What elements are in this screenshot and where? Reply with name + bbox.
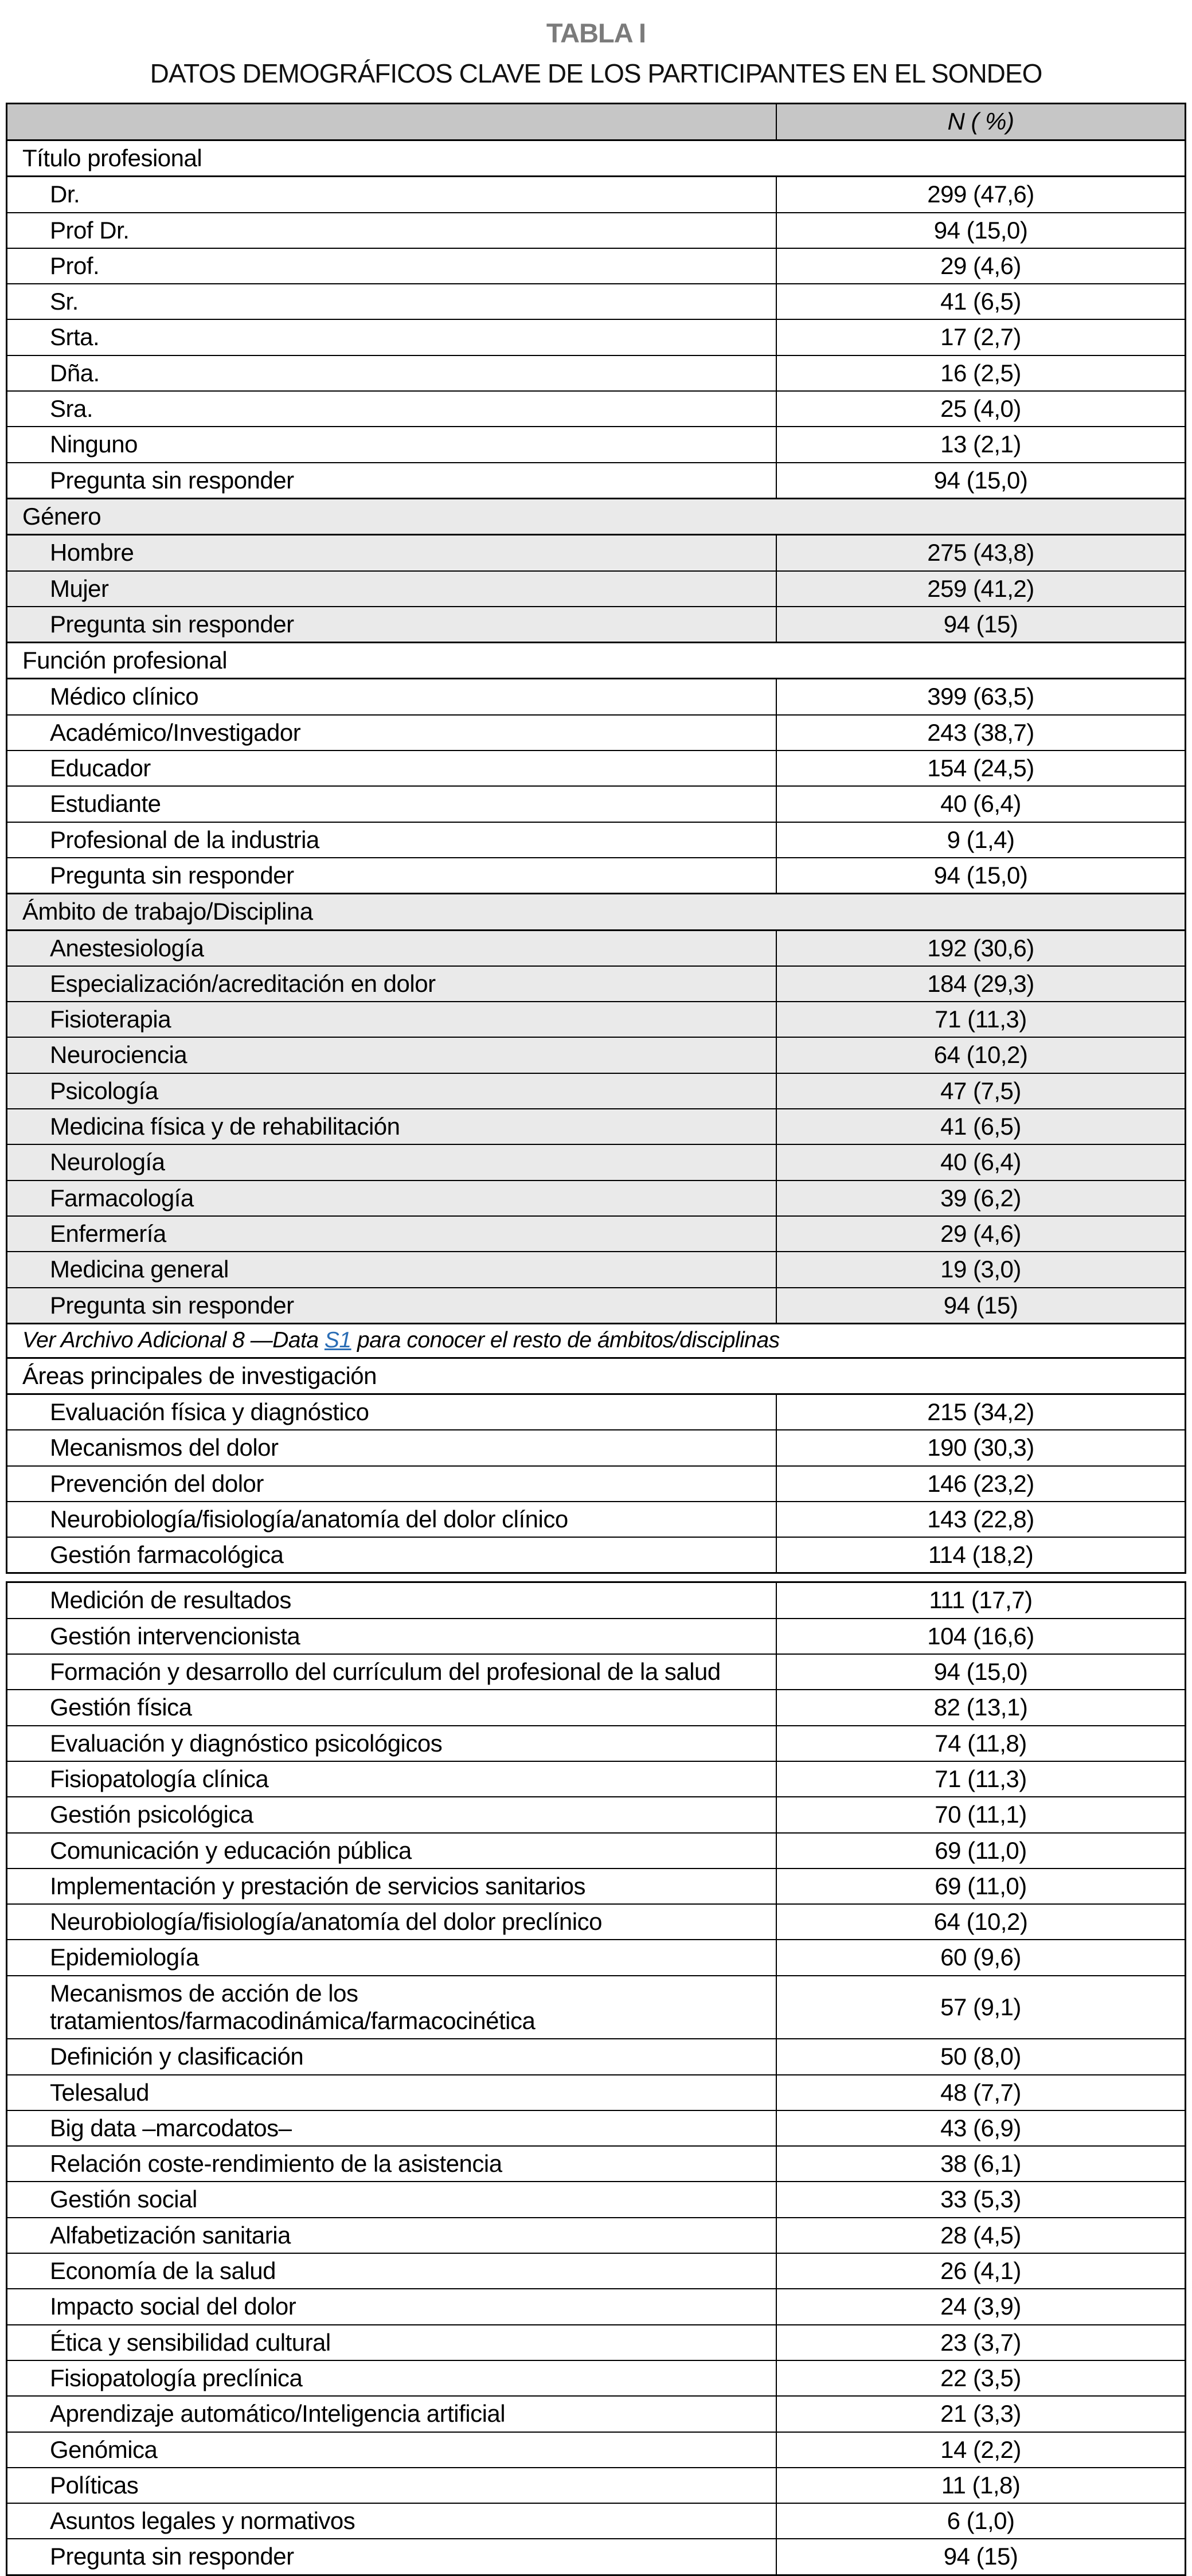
table-row [7, 319, 1186, 355]
table-row [7, 858, 1186, 894]
table-row [7, 1002, 1186, 1037]
row-value: 192 (30,6) [776, 930, 1185, 966]
row-value: 94 (15,0) [776, 1654, 1185, 1690]
row-label: Aprendizaje automático/Inteligencia artificial [7, 2396, 777, 2432]
table-row [7, 1037, 1186, 1073]
row-label: Sra. [7, 391, 777, 427]
row-label: Gestión intervencionista [7, 1619, 777, 1654]
table-row [7, 1761, 1186, 1797]
section-row [7, 140, 1186, 177]
table-segment [6, 103, 1186, 1574]
row-label: Fisiopatología preclínica [7, 2360, 777, 2396]
section-label: Ámbito de trabajo/Disciplina [7, 894, 1186, 930]
row-value: 23 (3,7) [776, 2325, 1185, 2360]
header-row [7, 104, 1186, 140]
row-label: Estudiante [7, 786, 777, 822]
row-value: 22 (3,5) [776, 2360, 1185, 2396]
row-label: Anestesiología [7, 930, 777, 966]
row-value: 94 (15,0) [776, 463, 1185, 499]
row-label: Mecanismos del dolor [7, 1430, 777, 1465]
row-label: Neurología [7, 1144, 777, 1180]
row-label: Impacto social del dolor [7, 2289, 777, 2324]
row-label: Hombre [7, 535, 777, 571]
row-value: 19 (3,0) [776, 1252, 1185, 1287]
row-value: 94 (15,0) [776, 858, 1185, 894]
section-label: Áreas principales de investigación [7, 1358, 1186, 1394]
table-row [7, 2039, 1186, 2074]
row-value: 82 (13,1) [776, 1690, 1185, 1725]
row-label: Educador [7, 750, 777, 786]
row-value: 9 (1,4) [776, 822, 1185, 858]
row-label: Fisioterapia [7, 1002, 777, 1037]
section-label: Título profesional [7, 140, 1186, 177]
row-value: 71 (11,3) [776, 1761, 1185, 1797]
table-row [7, 786, 1186, 822]
row-label: Gestión psicológica [7, 1797, 777, 1832]
note-text-before: Ver Archivo Adicional 8 —Data [22, 1327, 325, 1353]
row-label: Gestión farmacológica [7, 1537, 777, 1573]
row-value: 64 (10,2) [776, 1904, 1185, 1940]
table-row [7, 2539, 1186, 2575]
row-value: 69 (11,0) [776, 1869, 1185, 1904]
row-label: Dr. [7, 177, 777, 213]
table-row [7, 391, 1186, 427]
row-value: 43 (6,9) [776, 2110, 1185, 2146]
row-label: Gestión social [7, 2182, 777, 2217]
section-row [7, 643, 1186, 679]
row-label: Prevención del dolor [7, 1466, 777, 1502]
row-value: 184 (29,3) [776, 966, 1185, 1002]
row-value: 41 (6,5) [776, 284, 1185, 319]
table-row [7, 2325, 1186, 2360]
table-row [7, 966, 1186, 1002]
table-row [7, 1288, 1186, 1324]
row-label: Mujer [7, 571, 777, 607]
table-row [7, 2182, 1186, 2217]
section-row [7, 894, 1186, 930]
row-label: Fisiopatología clínica [7, 1761, 777, 1797]
row-value: 16 (2,5) [776, 355, 1185, 391]
row-value: 190 (30,3) [776, 1430, 1185, 1465]
row-label: Psicología [7, 1073, 777, 1109]
table-row [7, 284, 1186, 319]
table-row [7, 2146, 1186, 2182]
table-row [7, 1502, 1186, 1537]
table-row [7, 750, 1186, 786]
row-label: Ética y sensibilidad cultural [7, 2325, 777, 2360]
row-value: 17 (2,7) [776, 319, 1185, 355]
table-row [7, 1216, 1186, 1252]
row-value: 111 (17,7) [776, 1582, 1185, 1619]
row-value: 13 (2,1) [776, 427, 1185, 462]
row-value: 29 (4,6) [776, 1216, 1185, 1252]
table-row [7, 1654, 1186, 1690]
row-value: 114 (18,2) [776, 1537, 1185, 1573]
row-value: 41 (6,5) [776, 1109, 1185, 1144]
table-row [7, 1797, 1186, 1832]
row-value: 94 (15) [776, 1288, 1185, 1324]
row-label: Pregunta sin responder [7, 607, 777, 643]
row-label: Pregunta sin responder [7, 463, 777, 499]
table-row [7, 822, 1186, 858]
row-value: 40 (6,4) [776, 786, 1185, 822]
row-value: 71 (11,3) [776, 1002, 1185, 1037]
row-value: 299 (47,6) [776, 177, 1185, 213]
row-label: Políticas [7, 2468, 777, 2503]
table-row [7, 535, 1186, 571]
row-value: 24 (3,9) [776, 2289, 1185, 2324]
row-value: 47 (7,5) [776, 1073, 1185, 1109]
table-title: TABLA I [546, 18, 646, 48]
table-row [7, 1869, 1186, 1904]
row-value: 26 (4,1) [776, 2253, 1185, 2289]
table-row [7, 607, 1186, 643]
row-label: Evaluación física y diagnóstico [7, 1394, 777, 1430]
table-row [7, 1582, 1186, 1619]
table-row [7, 1940, 1186, 1975]
row-label: Prof Dr. [7, 213, 777, 248]
row-label: Evaluación y diagnóstico psicológicos [7, 1726, 777, 1761]
table-row [7, 355, 1186, 391]
section-row [7, 1358, 1186, 1394]
table-row [7, 1073, 1186, 1109]
row-label: Medicina general [7, 1252, 777, 1287]
section-label: Función profesional [7, 643, 1186, 679]
table-subtitle: DATOS DEMOGRÁFICOS CLAVE DE LOS PARTICIPANTES EN EL SONDEO [150, 58, 1042, 88]
row-label: Srta. [7, 319, 777, 355]
table-row [7, 2218, 1186, 2253]
table-row [7, 1394, 1186, 1430]
row-label: Telesalud [7, 2075, 777, 2110]
row-value: 64 (10,2) [776, 1037, 1185, 1073]
table-row [7, 2110, 1186, 2146]
table-row [7, 1537, 1186, 1573]
table-row [7, 2432, 1186, 2468]
row-value: 399 (63,5) [776, 679, 1185, 715]
row-label: Neurobiología/fisiología/anatomía del dolor preclínico [7, 1904, 777, 1940]
table-row [7, 2075, 1186, 2110]
table-row [7, 1904, 1186, 1940]
row-label: Genómica [7, 2432, 777, 2468]
table-row [7, 177, 1186, 213]
row-value: 48 (7,7) [776, 2075, 1185, 2110]
row-value: 6 (1,0) [776, 2503, 1185, 2539]
table-row [7, 1726, 1186, 1761]
row-value: 143 (22,8) [776, 1502, 1185, 1537]
table-row [7, 1619, 1186, 1654]
table-row [7, 715, 1186, 750]
row-label: Gestión física [7, 1690, 777, 1725]
section-label: Género [7, 498, 1186, 534]
row-value: 33 (5,3) [776, 2182, 1185, 2217]
row-label: Mecanismos de acción de los tratamientos/farmacodinámica/farmacocinética [7, 1976, 777, 2039]
row-value: 275 (43,8) [776, 535, 1185, 571]
row-label: Medición de resultados [7, 1582, 777, 1619]
note-text [7, 1323, 1186, 1358]
row-label: Formación y desarrollo del currículum del profesional de la salud [7, 1654, 777, 1690]
table-row [7, 2289, 1186, 2324]
row-label: Médico clínico [7, 679, 777, 715]
table-row [7, 2468, 1186, 2503]
table-row [7, 2360, 1186, 2396]
row-value: 50 (8,0) [776, 2039, 1185, 2074]
row-label: Dña. [7, 355, 777, 391]
table-row [7, 571, 1186, 607]
row-label: Profesional de la industria [7, 822, 777, 858]
row-value: 14 (2,2) [776, 2432, 1185, 2468]
row-label: Ninguno [7, 427, 777, 462]
row-label: Relación coste-rendimiento de la asistencia [7, 2146, 777, 2182]
row-label: Economía de la salud [7, 2253, 777, 2289]
row-label: Pregunta sin responder [7, 1288, 777, 1324]
note-row [7, 1323, 1186, 1358]
section-row [7, 498, 1186, 534]
row-value: 70 (11,1) [776, 1797, 1185, 1832]
row-label: Definición y clasificación [7, 2039, 777, 2074]
table-row [7, 2253, 1186, 2289]
table-row [7, 1430, 1186, 1465]
row-value: 74 (11,8) [776, 1726, 1185, 1761]
row-label: Sr. [7, 284, 777, 319]
table-row [7, 1109, 1186, 1144]
table-row [7, 1833, 1186, 1869]
row-label: Prof. [7, 248, 777, 284]
row-label: Asuntos legales y normativos [7, 2503, 777, 2539]
table-row [7, 930, 1186, 966]
row-label: Pregunta sin responder [7, 2539, 777, 2575]
table-row [7, 2503, 1186, 2539]
row-label: Farmacología [7, 1180, 777, 1216]
column-header-empty [7, 104, 777, 140]
row-label: Neurobiología/fisiología/anatomía del dolor clínico [7, 1502, 777, 1537]
table-row [7, 2396, 1186, 2432]
row-value: 94 (15) [776, 607, 1185, 643]
row-label: Implementación y prestación de servicios sanitarios [7, 1869, 777, 1904]
demographics-table [6, 103, 1186, 2576]
row-value: 57 (9,1) [776, 1976, 1185, 2039]
table-row [7, 1690, 1186, 1725]
note-text-after: para conocer el resto de ámbitos/disciplinas [351, 1327, 780, 1353]
s1-link[interactable]: S1 [324, 1327, 351, 1353]
table-row [7, 427, 1186, 462]
column-header-n-pct: N ( %) [776, 104, 1185, 140]
row-value: 25 (4,0) [776, 391, 1185, 427]
row-label: Especialización/acreditación en dolor [7, 966, 777, 1002]
row-value: 259 (41,2) [776, 571, 1185, 607]
segment-gap [6, 1574, 1186, 1581]
row-value: 38 (6,1) [776, 2146, 1185, 2182]
row-value: 94 (15,0) [776, 213, 1185, 248]
row-value: 69 (11,0) [776, 1833, 1185, 1869]
table-row [7, 1466, 1186, 1502]
row-label: Epidemiología [7, 1940, 777, 1975]
row-label: Académico/Investigador [7, 715, 777, 750]
row-label: Medicina física y de rehabilitación [7, 1109, 777, 1144]
table-row [7, 463, 1186, 499]
row-label: Alfabetización sanitaria [7, 2218, 777, 2253]
table-row [7, 679, 1186, 715]
table-row [7, 213, 1186, 248]
row-value: 40 (6,4) [776, 1144, 1185, 1180]
row-value: 94 (15) [776, 2539, 1185, 2575]
row-value: 243 (38,7) [776, 715, 1185, 750]
row-value: 39 (6,2) [776, 1180, 1185, 1216]
row-label: Big data –marcodatos– [7, 2110, 777, 2146]
table-row [7, 1180, 1186, 1216]
table-segment [6, 1581, 1186, 2575]
table-row [7, 248, 1186, 284]
row-value: 28 (4,5) [776, 2218, 1185, 2253]
table-row [7, 1144, 1186, 1180]
row-value: 215 (34,2) [776, 1394, 1185, 1430]
row-label: Neurociencia [7, 1037, 777, 1073]
row-label: Enfermería [7, 1216, 777, 1252]
row-value: 11 (1,8) [776, 2468, 1185, 2503]
row-value: 146 (23,2) [776, 1466, 1185, 1502]
row-value: 29 (4,6) [776, 248, 1185, 284]
row-value: 60 (9,6) [776, 1940, 1185, 1975]
row-value: 21 (3,3) [776, 2396, 1185, 2432]
table-row [7, 1252, 1186, 1287]
table-row [7, 1976, 1186, 2039]
row-value: 154 (24,5) [776, 750, 1185, 786]
row-label: Comunicación y educación pública [7, 1833, 777, 1869]
row-value: 104 (16,6) [776, 1619, 1185, 1654]
row-label: Pregunta sin responder [7, 858, 777, 894]
